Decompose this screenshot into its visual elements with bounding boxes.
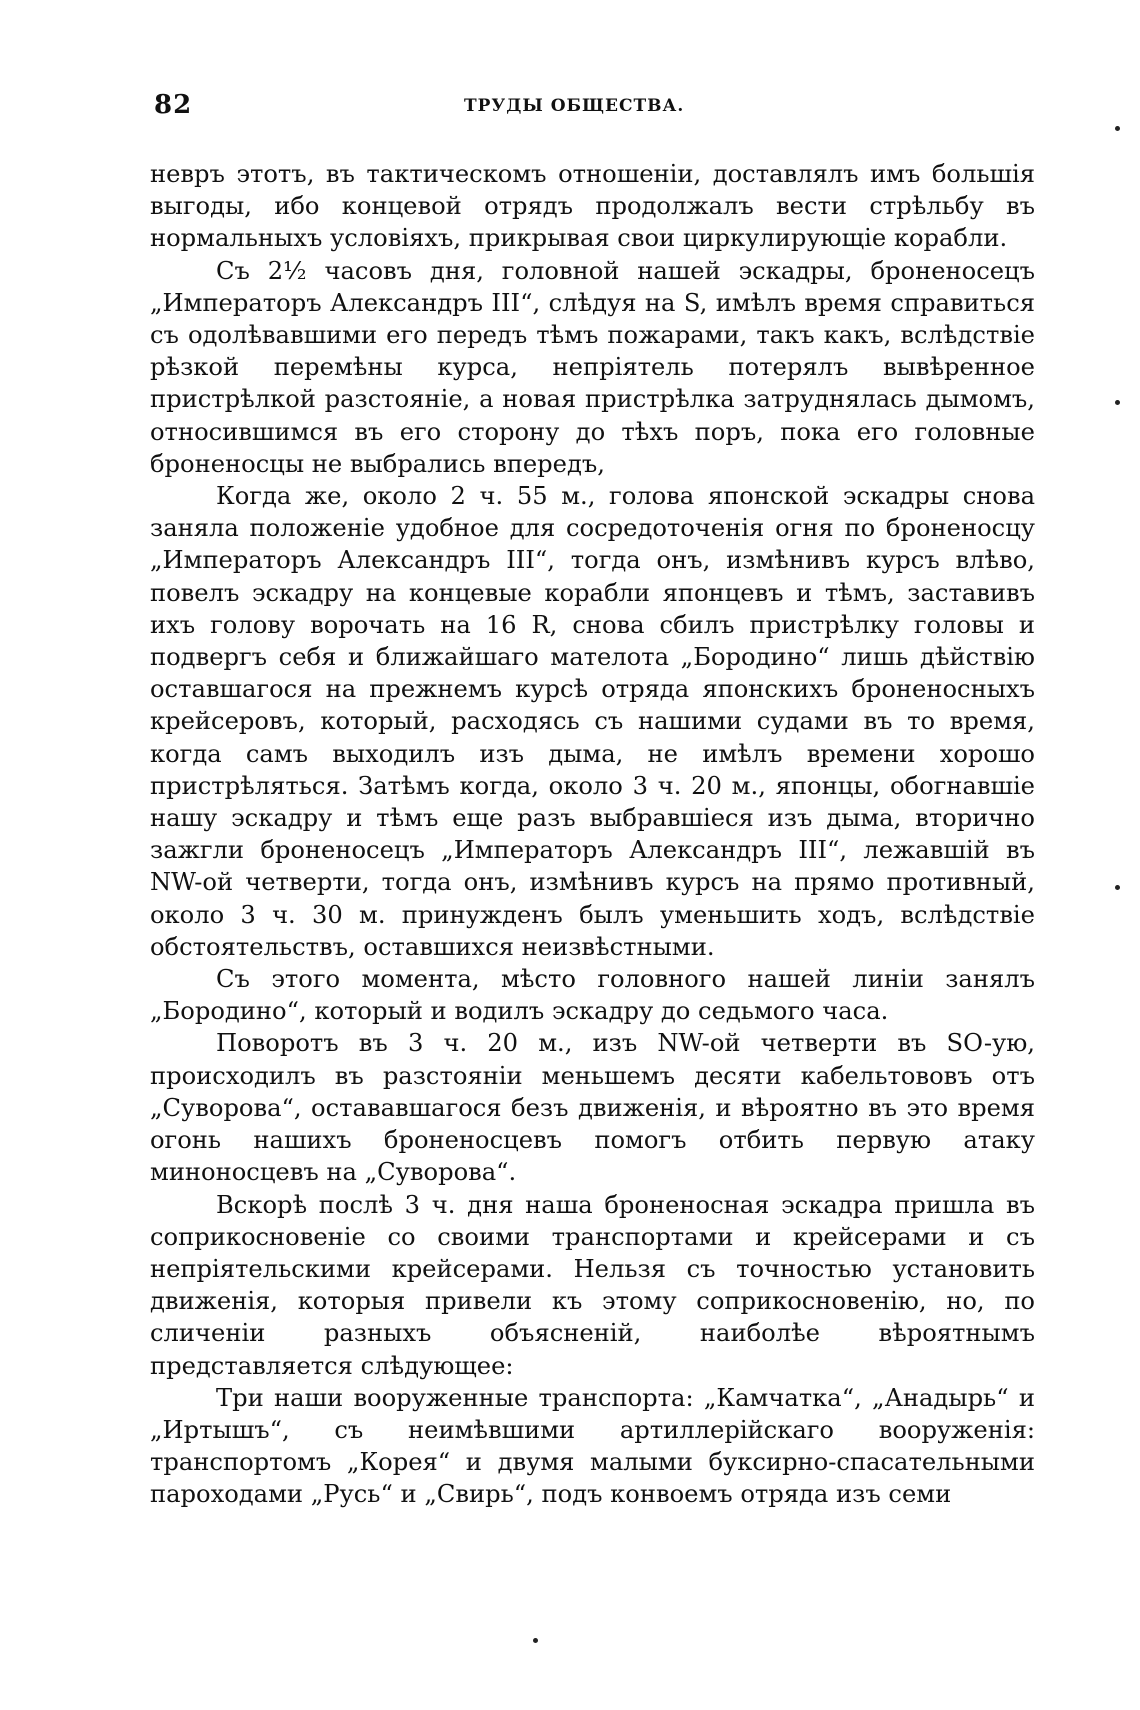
paragraph: Съ 2½ часовъ дня, головной нашей эскадры, броненосецъ „Императоръ Александръ III“, слѣдуя на S, имѣлъ время справиться съ одолѣвавшими его передъ тѣмъ пожарами, такъ какъ, вслѣдствіе рѣзкой перемѣны курса, непріятель потерялъ вывѣренное пристрѣлкой разстояніе, а новая пристрѣлка затруднялась дымомъ, относившимся въ его сторону до тѣхъ поръ, пока его головные броненосцы не выбрались впередъ, (150, 256, 1035, 478)
paragraph: Вскорѣ послѣ 3 ч. дня наша броненосная эскадра пришла въ соприкосновеніе со своими транспортами и крейсерами и съ непріятельскими крейсерами. Нельзя съ точностью установить движенія, которыя привели къ этому соприкосновенію, но, по сличеніи разныхъ объясненій, наиболѣе вѣроятнымъ представляется слѣдующее: (150, 1190, 1035, 1380)
paragraph: Когда же, около 2 ч. 55 м., голова японской эскадры снова заняла положеніе удобное для сосредоточенія огня по броненосцу „Императоръ Александръ III“, тогда онъ, измѣнивъ курсъ влѣво, повелъ эскадру на концевые корабли японцевъ и тѣмъ, заставивъ ихъ голову ворочать на 16 R, снова сбилъ пристрѣлку головы и подвергъ себя и ближайшаго мателота „Бородино“ лишь дѣйствію оставшагося на прежнемъ курсѣ отряда японскихъ броненосныхъ крейсеровъ, который, расходясь съ нашими судами въ то время, когда самъ выходилъ изъ дыма, не имѣлъ времени хорошо пристрѣляться. Затѣмъ когда, около 3 ч. 20 м., японцы, обогнавшіе нашу эскадру и тѣмъ еще разъ выбравшіеся изъ дыма, вторично зажгли броненосецъ „Императоръ Александръ III“, лежавшій въ NW-ой четверти, тогда онъ, измѣнивъ курсъ на прямо противный, около 3 ч. 30 м. принужденъ былъ уменьшить ходъ, вслѣдствіе обстоятельствъ, оставшихся неизвѣстными. (150, 482, 1035, 961)
body-text (150, 158, 1035, 1511)
page-number: 82 (154, 90, 193, 120)
paragraph: Съ этого момента, мѣсто головного нашей линіи занялъ „Бородино“, который и водилъ эскадру до седьмого часа. (150, 965, 1035, 1026)
scan-speck (1115, 885, 1120, 890)
scan-speck (1115, 126, 1120, 131)
scan-speck (1115, 400, 1120, 405)
paragraph: Три наши вооруженные транспорта: „Камчатка“, „Анадырь“ и „Иртышъ“, съ неимѣвшими артиллерійскаго вооруженія: транспортомъ „Корея“ и двумя малыми буксирно-спасательными пароходами „Русь“ и „Свирь“, подъ конвоемъ отряда изъ семи (150, 1383, 1035, 1509)
page-header (154, 90, 1034, 130)
scan-speck (533, 1638, 538, 1643)
running-title: ТРУДЫ ОБЩЕСТВА. (464, 96, 685, 116)
paragraph: невръ этотъ, въ тактическомъ отношеніи, доставлялъ имъ большія выгоды, ибо концевой отрядъ продолжалъ вести стрѣльбу въ нормальныхъ условіяхъ, прикрывая свои циркулирующіе корабли. (150, 160, 1035, 253)
paragraph: Поворотъ въ 3 ч. 20 м., изъ NW-ой четверти въ SO-ую, происходилъ въ разстояніи меньшемъ десяти кабельтововъ отъ „Суворова“, остававшагося безъ движенія, и вѣроятно въ это время огонь нашихъ броненосцевъ помогъ отбить первую атаку миноносцевъ на „Суворова“. (150, 1029, 1035, 1187)
